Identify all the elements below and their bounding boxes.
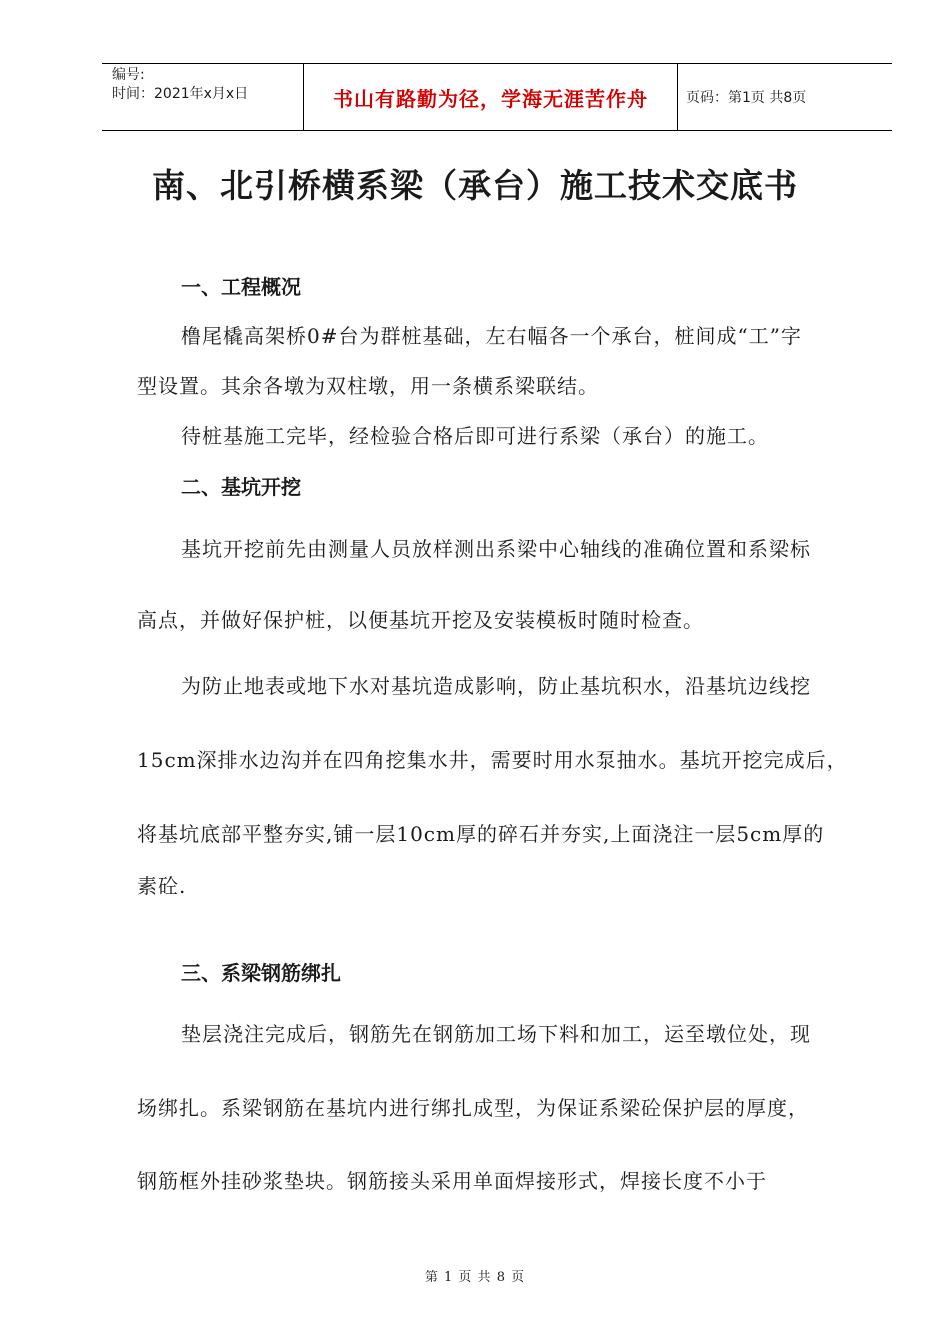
paragraph-line: 高点，并做好保护桩，以便基坑开挖及安装模板时随时检查。 (137, 608, 704, 632)
number-label: 编号: (112, 67, 145, 83)
section-heading-1: 一、工程概况 (181, 275, 301, 299)
page-footer: 第 1 页 共 8 页 (424, 1270, 526, 1285)
time-label: 时间：2021年x月x日 (112, 86, 249, 102)
paragraph-line: 橹尾橇高架桥0#台为群桩基础，左右幅各一个承台，桩间成“工”字 (181, 324, 802, 348)
header-motto: 书山有路勤为径，学海无涯苦作舟 (304, 64, 678, 130)
paragraph-line: 为防止地表或地下水对基坑造成影响，防止基坑积水，沿基坑边线挖 (181, 674, 811, 698)
document-title: 南、北引桥横系梁（承台）施工技术交底书 (152, 166, 798, 205)
paragraph-line: 素砼. (137, 874, 187, 898)
document-header (102, 63, 892, 131)
paragraph-line: 待桩基施工完毕，经检验合格后即可进行系梁（承台）的施工。 (181, 424, 769, 448)
paragraph-line: 基坑开挖前先由测量人员放样测出系梁中心轴线的准确位置和系梁标 (181, 537, 811, 561)
section-heading-2: 二、基坑开挖 (181, 475, 301, 499)
paragraph-line: 15cm深排水边沟并在四角挖集水井，需要时用水泵抽水。基坑开挖完成后， (137, 748, 848, 772)
header-page-info: 页码：第1页 共8页 (686, 90, 807, 106)
paragraph-line: 型设置。其余各墩为双柱墩，用一条横系梁联结。 (137, 374, 599, 398)
paragraph-line: 场绑扎。系梁钢筋在基坑内进行绑扎成型，为保证系梁砼保护层的厚度， (137, 1096, 809, 1120)
paragraph-line: 垫层浇注完成后，钢筋先在钢筋加工场下料和加工，运至墩位处，现 (181, 1022, 811, 1046)
paragraph-line: 钢筋框外挂砂浆垫块。钢筋接头采用单面焊接形式，焊接长度不小于 (137, 1169, 767, 1193)
header-meta (102, 64, 304, 130)
paragraph-line: 将基坑底部平整夯实,铺一层10cm厚的碎石并夯实,上面浇注一层5cm厚的 (137, 822, 825, 846)
section-heading-3: 三、系梁钢筋绑扎 (181, 961, 341, 985)
